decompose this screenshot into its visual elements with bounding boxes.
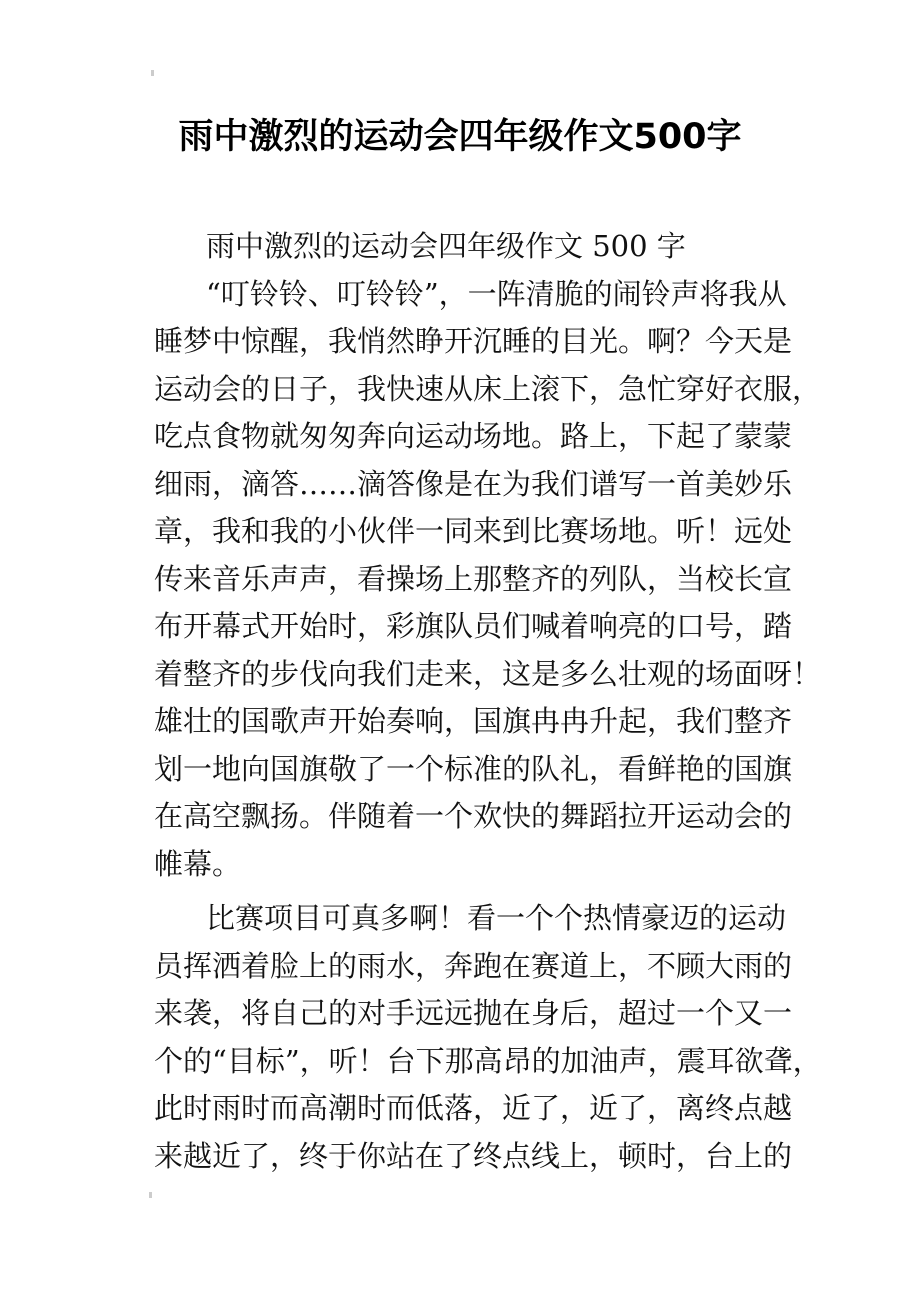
text-line: 运动会的日子，我快速从床上滚下，急忙穿好衣服， [154,371,822,406]
page-corner-mark-top [151,70,154,76]
text-line: 布开幕式开始时，彩旗队员们喊着响亮的口号，踏 [154,609,793,643]
text-line: 睡梦中惊醒，我悄然睁开沉睡的目光。啊？今天是 [154,324,793,358]
text-line: 此时雨时而高潮时而低落，近了，近了，离终点越 [154,1091,793,1125]
text-line: 在高空飘扬。伴随着一个欢快的舞蹈拉开运动会的 [154,799,793,833]
text-line: 个的“目标”，听！台下那高昂的加油声，震耳欲聋， [154,1043,822,1078]
text-line-heading: 雨中激烈的运动会四年级作文 500 字 [206,229,686,263]
text-line: 雄壮的国歌声开始奏响，国旗冉冉升起，我们整齐 [154,704,793,738]
page-corner-mark-bottom [149,1192,152,1198]
document-title: 雨中激烈的运动会四年级作文500字 [178,117,742,157]
text-line: 划一地向国旗敬了一个标准的队礼，看鲜艳的国旗 [154,751,793,786]
text-line: 章，我和我的小伙伴一同来到比赛场地。听！远处 [154,514,793,548]
text-line: 来袭，将自己的对手远远抛在身后，超过一个又一 [154,996,793,1030]
paragraph-1 [154,223,822,888]
text-line: 帷幕。 [154,846,242,881]
text-line: “叮铃铃、叮铃铃”，一阵清脆的闹铃声将我从 [206,276,787,311]
text-line: 比赛项目可真多啊！看一个个热情豪迈的运动 [206,901,787,935]
text-line: 吃点食物就匆匆奔向运动场地。路上，下起了蒙蒙 [154,419,793,453]
text-line: 着整齐的步伐向我们走来，这是多么壮观的场面呀！ [154,656,822,691]
text-line: 细雨，滴答……滴答像是在为我们谱写一首美妙乐 [154,466,793,501]
text-line: 来越近了，终于你站在了终点线上，顿时，台上的 [154,1138,793,1173]
paragraph-2 [154,895,822,1180]
text-line: 传来音乐声声，看操场上那整齐的列队，当校长宣 [154,561,793,596]
document-body [154,223,822,1187]
text-line: 员挥洒着脸上的雨水，奔跑在赛道上，不顾大雨的 [154,948,793,983]
